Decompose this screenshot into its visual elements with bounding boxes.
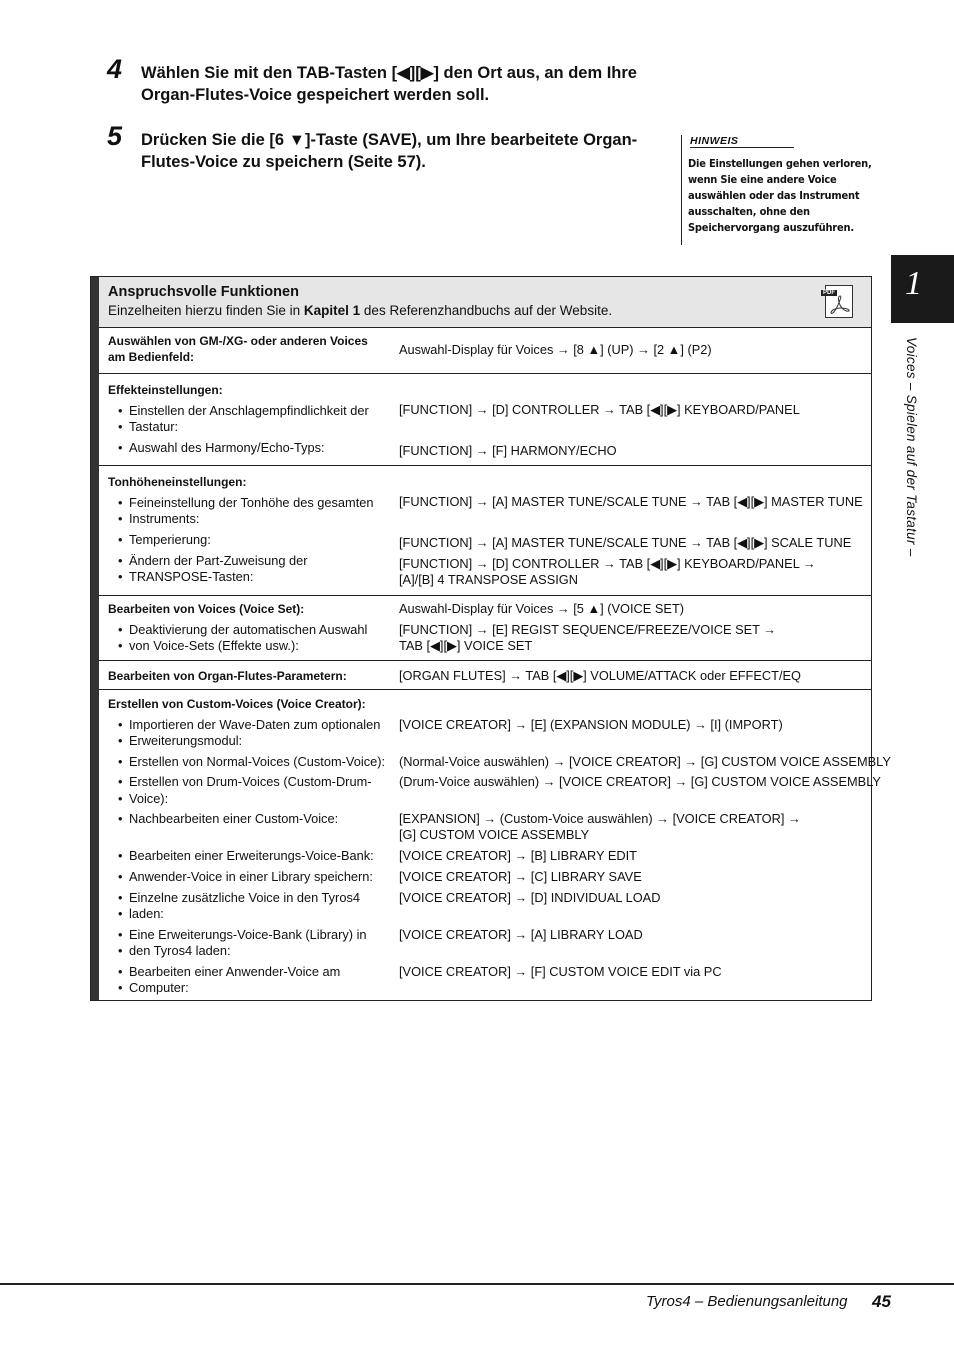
section-voice-set xyxy=(99,595,871,661)
bullet-item-cont: • Tastatur: xyxy=(129,419,178,434)
bullet-item: • Feineinstellung der Tonhöhe des gesamten xyxy=(129,495,374,510)
row-value: [EXPANSION] → (Custom-Voice auswählen) → [VOICE CREATOR] → xyxy=(399,811,801,826)
row-value-cont: [A]/[B] 4 TRANSPOSE ASSIGN xyxy=(399,572,578,587)
row-head: Auswählen von GM-/XG- oder anderen Voices xyxy=(108,334,368,348)
page-number: 45 xyxy=(872,1292,891,1311)
bullet-item: • Nachbearbeiten einer Custom-Voice: xyxy=(129,811,338,826)
bullet-item-cont: • Voice): xyxy=(129,791,168,806)
bullet-item: • Temperierung: xyxy=(129,532,211,547)
step-text xyxy=(141,62,677,106)
footer-rule xyxy=(0,1283,954,1285)
row-value: [VOICE CREATOR] → [D] INDIVIDUAL LOAD xyxy=(399,890,661,905)
pdf-icon xyxy=(825,285,853,318)
row-value: [FUNCTION] → [A] MASTER TUNE/SCALE TUNE → TAB [◀][▶] SCALE TUNE xyxy=(399,535,852,550)
row-head: Tonhöheneinstellungen: xyxy=(108,475,247,489)
bullet-item: • Einstellen der Anschlagempfindlichkeit der xyxy=(129,403,369,418)
row-value: [VOICE CREATOR] → [E] (EXPANSION MODULE) → [I] (IMPORT) xyxy=(399,717,783,732)
row-value: Auswahl-Display für Voices → [5 ▲] (VOICE SET) xyxy=(399,601,685,616)
row-head: Bearbeiten von Voices (Voice Set): xyxy=(108,602,305,616)
chapter-number: 1 xyxy=(905,265,922,302)
bullet-item-cont: • den Tyros4 laden: xyxy=(129,943,231,958)
row-value: (Drum-Voice auswählen) → [VOICE CREATOR] → [G] CUSTOM VOICE ASSEMBLY xyxy=(399,774,881,789)
section-voice-creator xyxy=(99,689,891,1002)
bullet-item: • Einzelne zusätzliche Voice in den Tyros4 xyxy=(129,890,360,905)
bullet-item: • Bearbeiten einer Anwender-Voice am xyxy=(129,964,340,979)
step-number: 4 xyxy=(107,54,123,84)
bullet-item-cont: • Computer: xyxy=(129,980,189,995)
bullet-item: • Eine Erweiterungs-Voice-Bank (Library) in xyxy=(129,927,367,942)
row-head: Erstellen von Custom-Voices (Voice Creator): xyxy=(108,697,366,711)
row-value: [VOICE CREATOR] → [F] CUSTOM VOICE EDIT via PC xyxy=(399,964,722,979)
subtitle-text: des Referenzhandbuchs auf der Website. xyxy=(360,303,613,318)
row-value: [VOICE CREATOR] → [A] LIBRARY LOAD xyxy=(399,927,643,942)
section-organ-flutes xyxy=(99,660,871,690)
row-head: Effekteinstellungen: xyxy=(108,383,223,397)
section-pitch xyxy=(99,465,871,596)
step-line: Drücken Sie die [6 ▼]-Taste (SAVE), um Ihre bearbeitete Organ- xyxy=(141,131,638,149)
section-effects xyxy=(99,373,871,466)
row-value: [VOICE CREATOR] → [B] LIBRARY EDIT xyxy=(399,848,637,863)
chapter-tab xyxy=(891,255,954,323)
table-subtitle xyxy=(108,303,612,318)
step-4 xyxy=(107,54,677,106)
row-value: [FUNCTION] → [A] MASTER TUNE/SCALE TUNE → TAB [◀][▶] MASTER TUNE xyxy=(399,494,863,509)
bullet-item-cont: • laden: xyxy=(129,906,164,921)
note-text xyxy=(688,156,872,236)
step-line: Wählen Sie mit den TAB-Tasten [◀][▶] den Ort aus, an dem Ihre xyxy=(141,64,637,82)
row-value: [ORGAN FLUTES] → TAB [◀][▶] VOLUME/ATTACK oder EFFECT/EQ xyxy=(399,668,801,683)
row-value: Auswahl-Display für Voices → [8 ▲] (UP) → [2 ▲] (P2) xyxy=(399,342,712,357)
note-line: wenn Sie eine andere Voice xyxy=(688,173,837,186)
note-line: auswählen oder das Instrument xyxy=(688,189,860,202)
note-line: ausschalten, ohne den xyxy=(688,205,810,218)
bullet-item-cont: • von Voice-Sets (Effekte usw.): xyxy=(129,638,299,653)
note-line: Die Einstellungen gehen verloren, xyxy=(688,157,872,170)
section-gm-xg xyxy=(99,327,871,373)
table-side-bar xyxy=(91,277,99,1000)
table-header xyxy=(99,277,871,328)
bullet-item: • Importieren der Wave-Daten zum optionalen xyxy=(129,717,380,732)
chapter-side-label: Voices – Spielen auf der Tastatur – xyxy=(904,337,919,557)
row-value: [FUNCTION] → [E] REGIST SEQUENCE/FREEZE/VOICE SET → xyxy=(399,622,777,637)
bullet-item: • Ändern der Part-Zuweisung der xyxy=(129,553,308,568)
step-line: Organ-Flutes-Voice gespeichert werden soll. xyxy=(141,86,490,104)
row-value: [FUNCTION] → [F] HARMONY/ECHO xyxy=(399,443,617,458)
row-head: Bearbeiten von Organ-Flutes-Parametern: xyxy=(108,669,347,683)
bullet-item: • Deaktivierung der automatischen Auswahl xyxy=(129,622,367,637)
bullet-item: • Erstellen von Drum-Voices (Custom-Drum- xyxy=(129,774,372,789)
subtitle-text: Einzelheiten hierzu finden Sie in xyxy=(108,303,304,318)
bullet-item: • Auswahl des Harmony/Echo-Typs: xyxy=(129,440,325,455)
step-text xyxy=(141,129,677,173)
subtitle-bold: Kapitel 1 xyxy=(303,303,361,318)
row-value: (Normal-Voice auswählen) → [VOICE CREATOR] → [G] CUSTOM VOICE ASSEMBLY xyxy=(399,754,891,769)
bullet-item: • Erstellen von Normal-Voices (Custom-Voice): xyxy=(129,754,385,769)
note-line: Speichervorgang auszuführen. xyxy=(688,221,854,234)
note-title: HINWEIS xyxy=(690,135,794,148)
bullet-item-cont: • Instruments: xyxy=(129,511,199,526)
note-box xyxy=(681,135,872,245)
bullet-item: • Anwender-Voice in einer Library speichern: xyxy=(129,869,373,884)
pdf-label: PDF xyxy=(823,290,835,296)
row-value: [FUNCTION] → [D] CONTROLLER → TAB [◀][▶] KEYBOARD/PANEL xyxy=(399,402,800,417)
row-head: am Bedienfeld: xyxy=(108,350,195,364)
row-value: [FUNCTION] → [D] CONTROLLER → TAB [◀][▶] KEYBOARD/PANEL → xyxy=(399,556,816,571)
bullet-item-cont: • Erweiterungsmodul: xyxy=(129,733,242,748)
row-value-cont: TAB [◀][▶] VOICE SET xyxy=(399,638,533,653)
step-number: 5 xyxy=(107,121,123,151)
acrobat-icon xyxy=(828,293,852,317)
step-line: Flutes-Voice zu speichern (Seite 57). xyxy=(141,153,426,171)
bullet-item: • Bearbeiten einer Erweiterungs-Voice-Bank: xyxy=(129,848,374,863)
footer-title: Tyros4 – Bedienungsanleitung xyxy=(646,1293,848,1310)
bullet-item-cont: • TRANSPOSE-Tasten: xyxy=(129,569,253,584)
table-title: Anspruchsvolle Funktionen xyxy=(108,284,299,300)
row-value-cont: [G] CUSTOM VOICE ASSEMBLY xyxy=(399,827,590,842)
advanced-functions-table xyxy=(90,276,891,1001)
row-value: [VOICE CREATOR] → [C] LIBRARY SAVE xyxy=(399,869,642,884)
step-5 xyxy=(107,121,677,173)
